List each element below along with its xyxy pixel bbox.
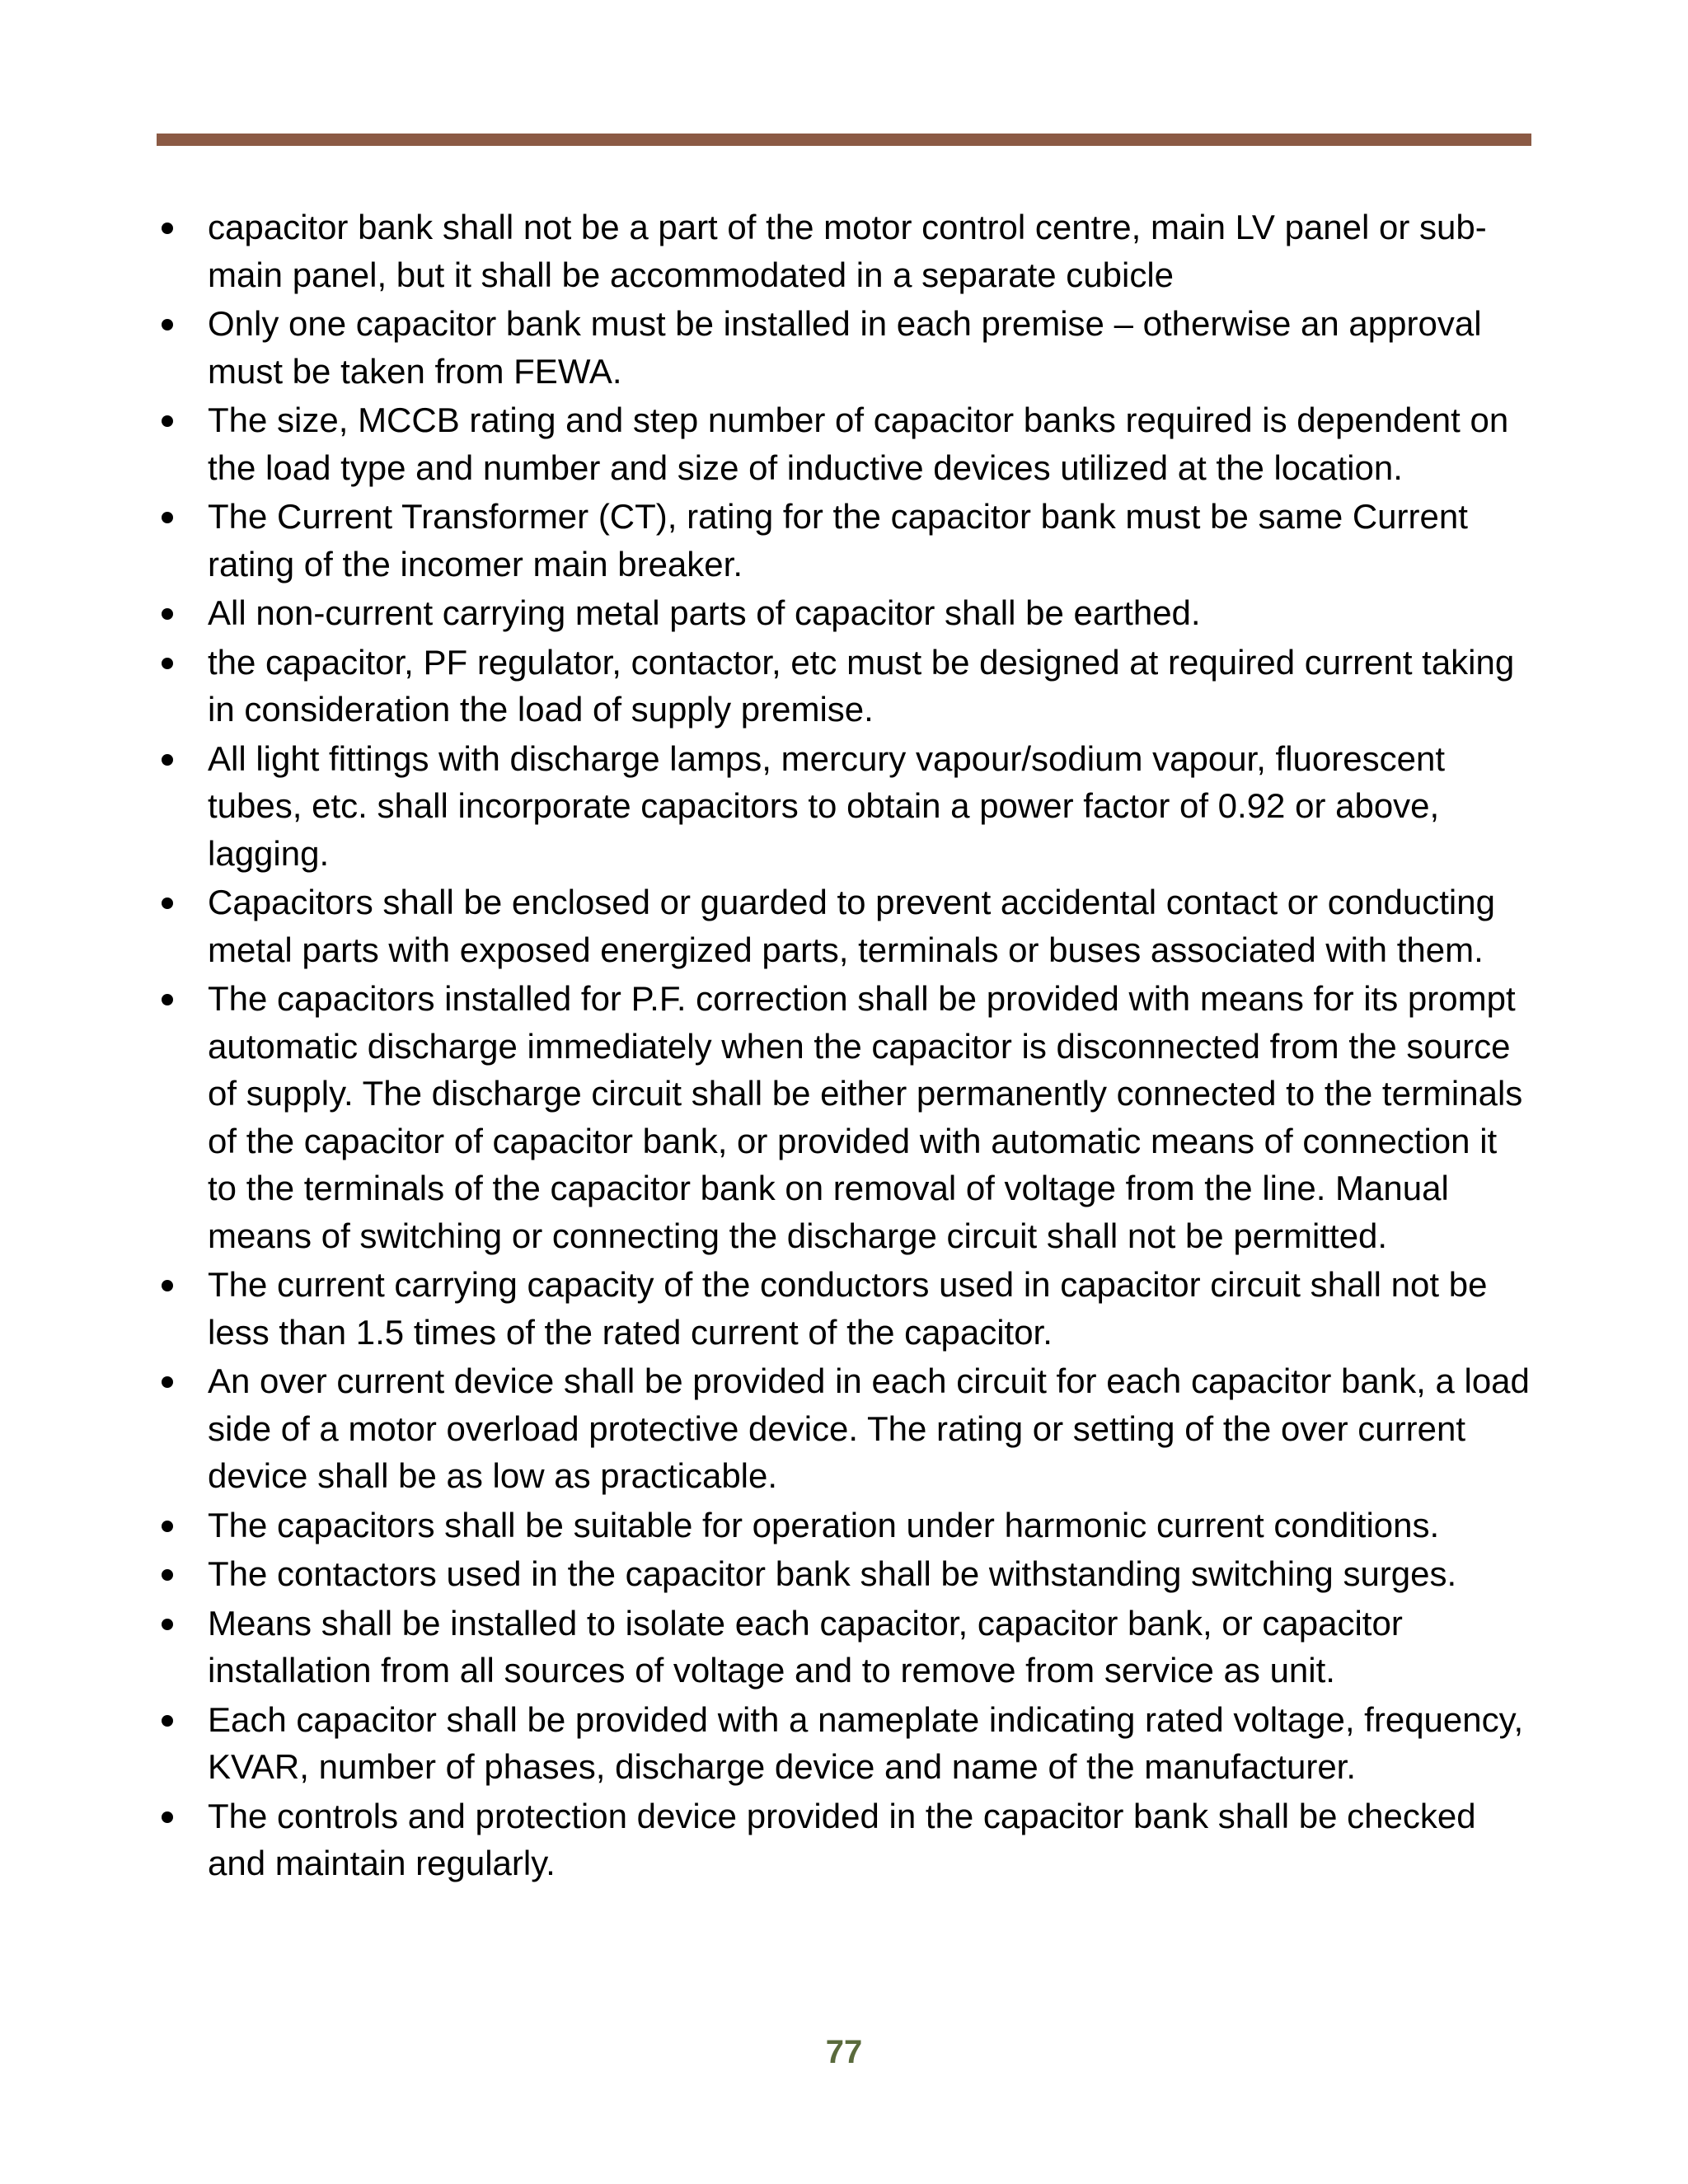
list-item [157,975,1531,1259]
list-item [157,1793,1531,1887]
bullet-list [157,204,1531,1889]
list-item [157,879,1531,973]
bullet-icon [162,415,173,427]
list-item [157,1502,1531,1549]
list-item-text: The contactors used in the capacitor bank shall be withstanding switching surges. [208,1554,1457,1593]
bullet-icon [162,319,173,330]
bullet-icon [162,1619,173,1630]
bullet-icon [162,223,173,234]
list-item [157,735,1531,878]
list-item [157,1600,1531,1694]
list-item-text: The capacitors installed for P.F. correction shall be provided with means for its prompt automatic discharge immediately when the capacitor is disconnected from the source of supply. The discharge circuit shall be either permanently connected to the terminals of the capacitor of capacitor bank, or provided with automatic means of connection it to the terminals of the capacitor bank on removal of voltage from the line. Manual means of switching or connecting the discharge circuit shall not be permitted. [208,979,1523,1255]
page-number: 77 [825,2034,863,2070]
list-item [157,204,1531,298]
list-item-text: Only one capacitor bank must be installed in each premise – otherwise an approval must be taken from FEWA. [208,304,1482,391]
list-item [157,639,1531,733]
list-item [157,1550,1531,1598]
bullet-icon [162,1521,173,1532]
list-item-text: The capacitors shall be suitable for operation under harmonic current conditions. [208,1505,1440,1544]
list-item-text: All light fittings with discharge lamps, mercury vapour/sodium vapour, fluorescent tubes, etc. shall incorporate capacitors to obtain a power factor of 0.92 or above, lagging. [208,738,1446,873]
list-item-text: The size, MCCB rating and step number of capacitor banks required is dependent on the load type and number and size of inductive devices utilized at the location. [208,401,1509,487]
bullet-icon [162,754,173,766]
list-item-text: All non-current carrying metal parts of capacitor shall be earthed. [208,593,1201,632]
bullet-icon [162,1715,173,1727]
list-item-text: Capacitors shall be enclosed or guarded to prevent accidental contact or conducting metal parts with exposed energized parts, terminals or buses associated with them. [208,883,1495,969]
list-item [157,1696,1531,1791]
bullet-icon [162,1569,173,1581]
list-item [157,589,1531,637]
list-item-text: capacitor bank shall not be a part of the motor control centre, main LV panel or sub-main panel, but it shall be accommodated in a separate cubicle [208,208,1487,294]
list-item-text: The controls and protection device provided in the capacitor bank shall be checked and maintain regularly. [208,1796,1476,1882]
list-item [157,396,1531,491]
bullet-icon [162,1376,173,1388]
bullet-icon [162,608,173,620]
bullet-icon [162,658,173,669]
list-item-text: The Current Transformer (CT), rating for the capacitor bank must be same Current rating of the incomer main breaker. [208,497,1468,583]
list-item-text: the capacitor, PF regulator, contactor, etc must be designed at required current taking in consideration the load of supply premise. [208,642,1515,729]
bullet-icon [162,898,173,909]
bullet-icon [162,512,173,523]
list-item [157,1357,1531,1500]
list-item-text: An over current device shall be provided in each circuit for each capacitor bank, a load side of a motor overload protective device. The rating or setting of the over current device shall be as low as practicable. [208,1361,1530,1495]
bullet-icon [162,1811,173,1823]
list-item-text: The current carrying capacity of the conductors used in capacitor circuit shall not be less than 1.5 times of the rated current of the capacitor. [208,1265,1488,1352]
list-item-text: Means shall be installed to isolate each capacitor, capacitor bank, or capacitor installation from all sources of voltage and to remove from service as unit. [208,1603,1403,1690]
list-item [157,1261,1531,1356]
bullet-icon [162,1280,173,1291]
list-item-text: Each capacitor shall be provided with a nameplate indicating rated voltage, frequency, KVAR, number of phases, discharge device and name of the manufacturer. [208,1699,1524,1786]
header-rule [157,134,1531,146]
list-item [157,300,1531,395]
list-item [157,493,1531,588]
bullet-icon [162,994,173,1005]
